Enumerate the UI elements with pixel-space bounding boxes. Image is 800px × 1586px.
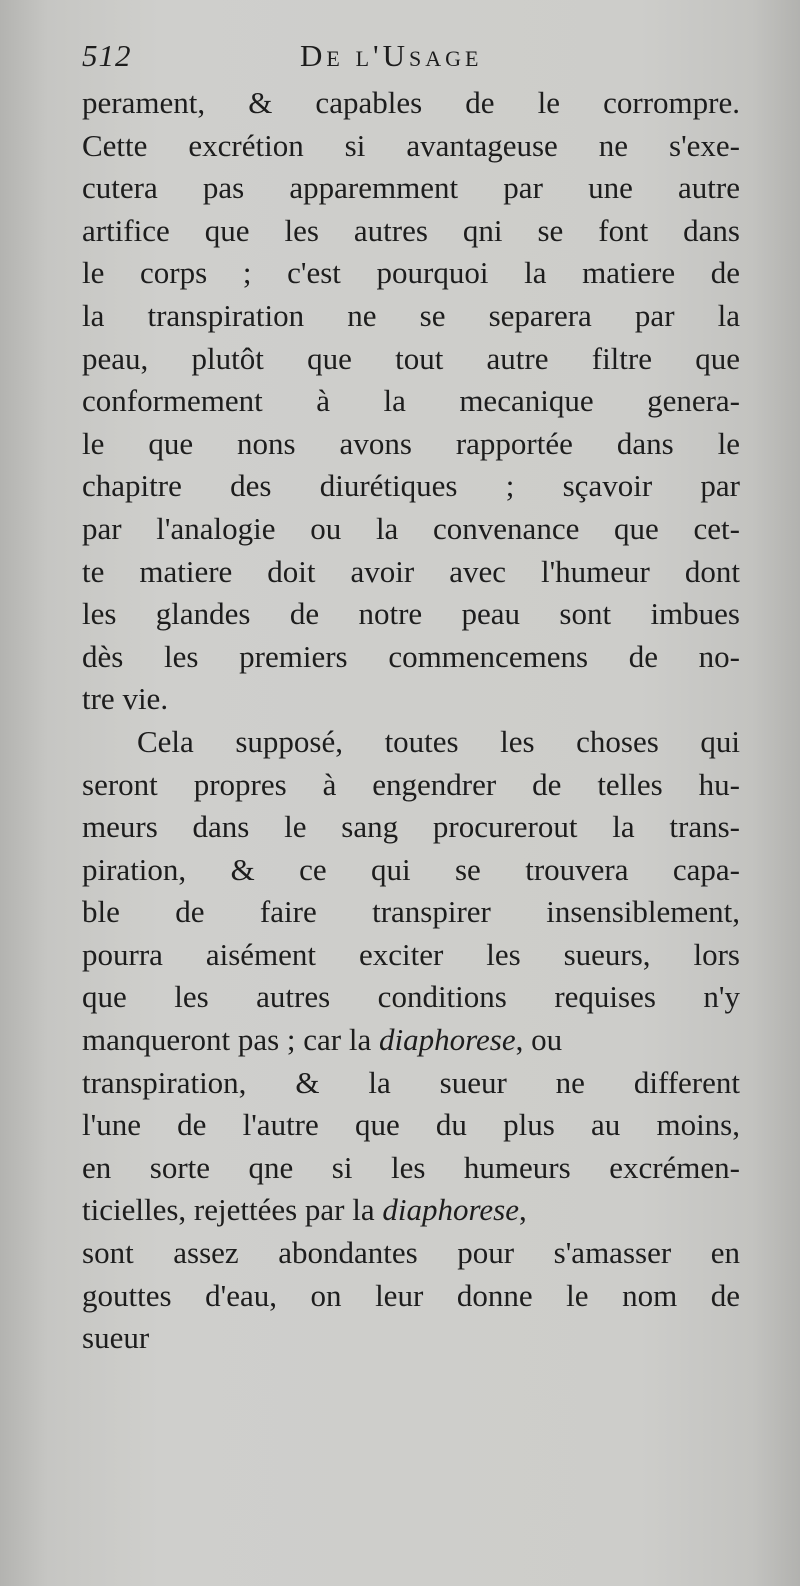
text-line: en sorte qne si les humeurs excrémen-	[82, 1149, 740, 1185]
text-line	[82, 1019, 740, 1062]
text-line: artifice que les autres qni se font dans	[82, 212, 740, 248]
text-line: gouttes d'eau, on leur donne le nom de	[82, 1277, 740, 1313]
text-line: cutera pas apparemment par une autre	[82, 170, 740, 206]
line-text: manqueront pas ; car la	[82, 1022, 372, 1058]
text-line: que les autres conditions requises n'y	[82, 979, 740, 1015]
text-line: Cela supposé, toutes les choses qui	[137, 723, 740, 759]
text-line: le que nons avons rapportée dans le	[82, 425, 740, 461]
text-line: l'une de l'autre que du plus au moins,	[82, 1107, 740, 1143]
line-text: ,	[518, 1192, 527, 1228]
text-line: tre vie.	[82, 681, 169, 717]
text-line: conformement à la mecanique genera-	[82, 383, 740, 419]
text-line: transpiration, & la sueur ne different	[82, 1064, 740, 1100]
text-line: sueur	[82, 1320, 150, 1356]
text-line: chapitre des diurétiques ; sçavoir par	[82, 468, 740, 504]
line-text: ticielles, rejettées par la	[82, 1192, 375, 1228]
text-line: Cette excrétion si avantageuse ne s'exe-	[82, 127, 740, 163]
text-line: pourra aisément exciter les sueurs, lors	[82, 936, 740, 972]
text-line: piration, & ce qui se trouvera capa-	[82, 851, 740, 887]
text-line: le corps ; c'est pourquoi la matiere de	[82, 255, 740, 291]
text-line: seront propres à engendrer de telles hu-	[82, 766, 740, 802]
text-line: perament, & capables de le corrompre.	[82, 85, 740, 120]
text-line: les glandes de notre peau sont imbues	[82, 596, 740, 632]
text-line: sont assez abondantes pour s'amasser en	[82, 1235, 740, 1271]
page-number: 512	[82, 38, 132, 73]
text-line: par l'analogie ou la convenance que cet-	[82, 510, 740, 546]
italic-term: diaphorese	[382, 1192, 519, 1228]
line-text: , ou	[515, 1022, 563, 1058]
text-line	[82, 1189, 740, 1232]
text-line: ble de faire transpirer insensiblement,	[82, 894, 740, 930]
body-text	[82, 82, 740, 1360]
paragraph-1	[82, 82, 740, 721]
running-title: De l'Usage	[300, 38, 483, 73]
text-line: te matiere doit avoir avec l'humeur dont	[82, 553, 740, 589]
paragraph-2	[82, 721, 740, 1360]
text-line: dès les premiers commencemens de no-	[82, 638, 740, 674]
text-line: la transpiration ne se separera par la	[82, 297, 740, 333]
text-line: peau, plutôt que tout autre filtre que	[82, 340, 740, 376]
page-header	[82, 38, 722, 82]
italic-term: diaphorese	[378, 1022, 516, 1058]
text-line: meurs dans le sang procurerout la trans-	[82, 809, 740, 845]
